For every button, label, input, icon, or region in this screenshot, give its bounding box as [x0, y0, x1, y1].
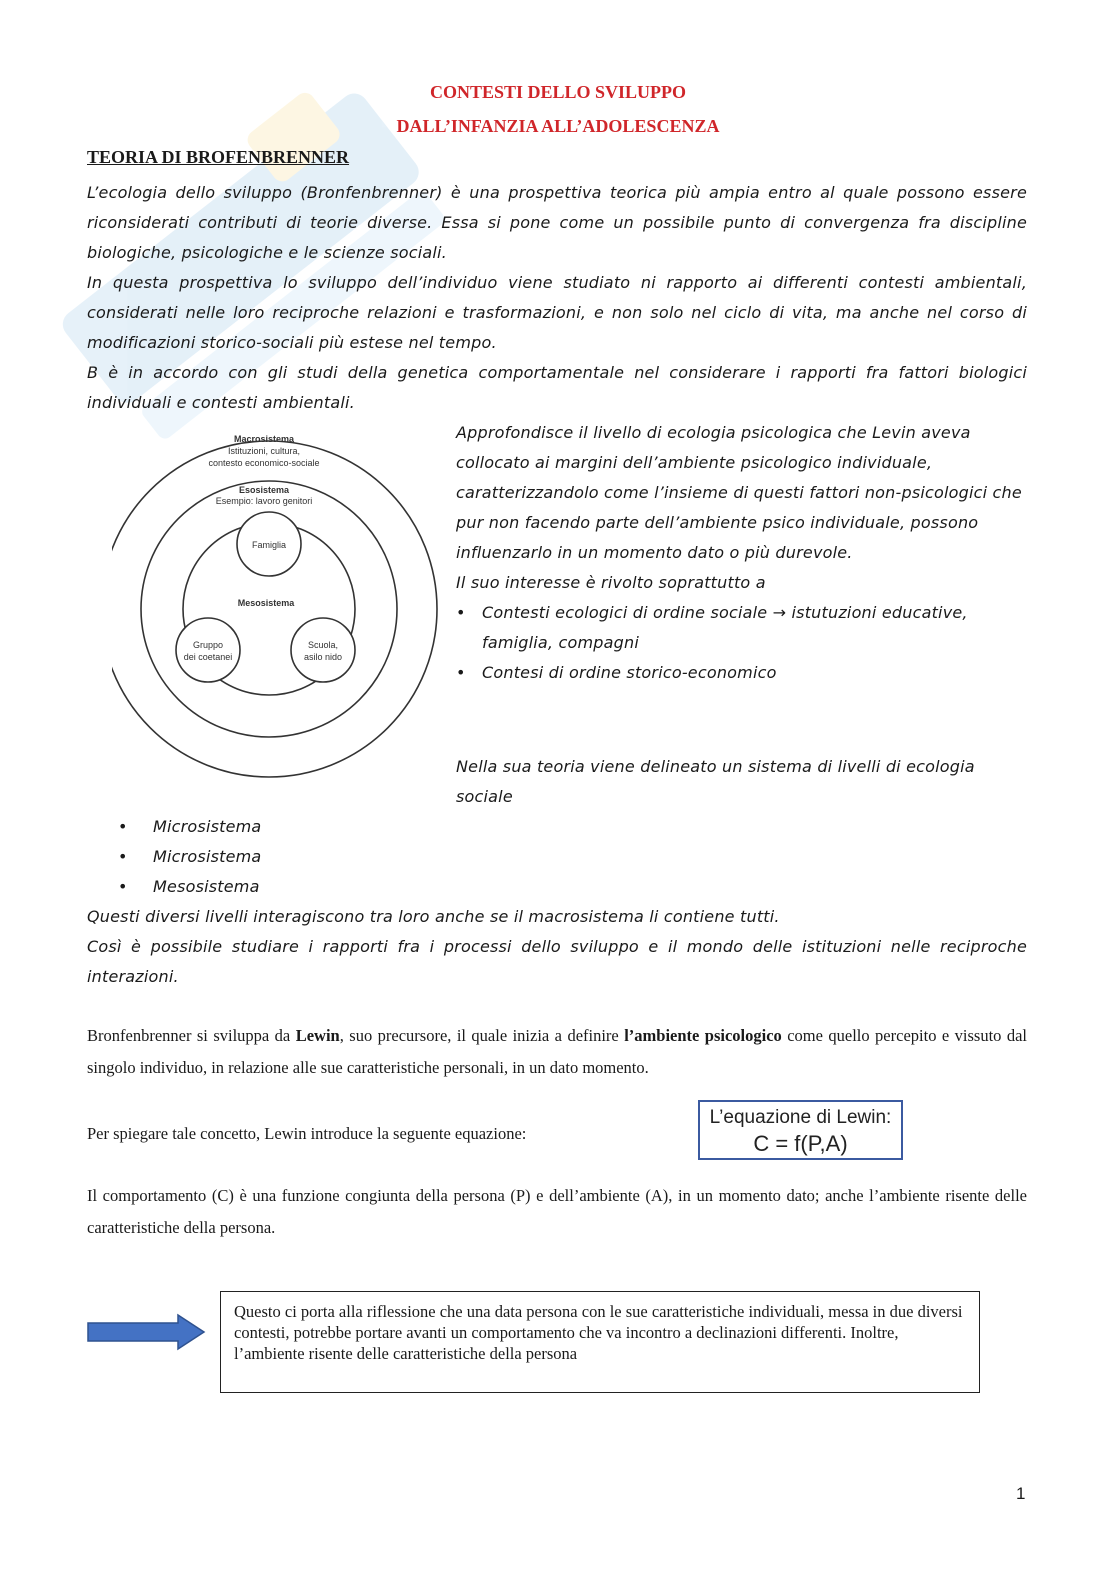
right-arrow-icon: [86, 1313, 208, 1351]
page-number: 1: [1016, 1484, 1026, 1503]
intro-paragraph: In questa prospettiva lo sviluppo dell’individuo viene studiato ni rapporto ai differenti contesti ambientali, considerati nelle loro reciproche relazioni e trasformazioni, e non solo nel ciclo di vita, ma anche nel corso di modificazioni storico-sociali più estese nel tempo.: [87, 273, 1027, 352]
peer-group-label: Gruppo: [192, 640, 224, 650]
bullet-item: [456, 658, 1028, 688]
bullet-icon: •: [456, 603, 466, 622]
bullet-text: Contesti ecologici di ordine sociale → istutuzioni educative, famiglia, compagni: [482, 603, 968, 652]
level-text: Microsistema: [153, 817, 262, 836]
list-item: [118, 842, 261, 872]
equation-title: L’equazione di Lewin:: [709, 1107, 892, 1128]
lewin-paragraph: [87, 1020, 1027, 1084]
exosystem-label: Esosistema: [238, 485, 290, 495]
text-span: , suo precursore, il quale inizia a definire: [339, 1026, 625, 1045]
bullet-icon: •: [118, 847, 128, 866]
diagram-side-text: [456, 418, 1028, 688]
section-heading: TEORIA DI BROFENBRENNER: [87, 147, 350, 167]
peer-group-label: dei coetanei: [183, 652, 233, 662]
levels-list: [118, 812, 261, 902]
intro-paragraph: L’ecologia dello sviluppo (Bronfenbrenner) è una prospettiva teorica più ampia entro al quale possono essere riconsiderati contributi di teorie diverse. Essa si pone come un possibile punto di convergenza fra discipline biologiche, psicologiche e le scienze sociali.: [87, 183, 1027, 262]
equation-intro: Per spiegare tale concetto, Lewin introduce la seguente equazione:: [87, 1124, 527, 1143]
list-item: [118, 812, 261, 842]
equation-box: [698, 1100, 903, 1160]
ecological-systems-diagram: [112, 422, 440, 784]
level-text: Mesosistema: [153, 877, 260, 896]
school-label: Scuola,: [307, 640, 339, 650]
intro-paragraph: B è in accordo con gli studi della genetica comportamentale nel considerare i rapporti fra fattori biologici individuali e contesti ambientali.: [87, 363, 1027, 412]
conclusion-paragraph: Questi diversi livelli interagiscono tra loro anche se il macrosistema li contiene tutti.: [87, 907, 780, 926]
list-item: [118, 872, 261, 902]
document-title-line2: DALL’INFANZIA ALL’ADOLESCENZA: [396, 116, 720, 136]
document-title-line1: CONTESTI DELLO SVILUPPO: [429, 82, 687, 102]
conclusion-paragraph: Così è possibile studiare i rapporti fra i processi dello sviluppo e il mondo delle istituzioni nelle reciproche interazioni.: [87, 937, 1027, 986]
bullet-icon: •: [118, 877, 128, 896]
macrosystem-label: Macrosistema: [233, 434, 295, 444]
exosystem-desc: Esempio: lavoro genitori: [215, 496, 313, 506]
text-span: come quello percepito e vissuto dal singolo individuo, in relazione alle sue caratteristiche personali, in un dato momento.: [87, 1026, 1027, 1077]
level-text: Microsistema: [153, 847, 262, 866]
bullet-item: [456, 598, 1028, 658]
levels-conclusion: [87, 902, 1027, 992]
mesosystem-label: Mesosistema: [237, 598, 295, 608]
levin-paragraph: Approfondisce il livello di ecologia psicologica che Levin aveva collocato ai margini dell’ambiente psicologico individuale, caratterizzandolo come l’insieme di questi fattori non-psicologici che pur non facendo parte dell’ambiente psico individuale, possono influenzarlo in un momento dato o più durevole.: [456, 423, 1022, 562]
interest-line: Il suo interesse è rivolto soprattutto a: [456, 573, 766, 592]
bullet-icon: •: [456, 663, 466, 682]
macrosystem-desc: contesto economico-sociale: [208, 458, 320, 468]
levels-intro: [456, 752, 1028, 812]
school-label: asilo nido: [303, 652, 343, 662]
bullet-text: Contesi di ordine storico-economico: [482, 663, 777, 682]
macrosystem-desc: Istituzioni, cultura,: [227, 446, 301, 456]
bullet-icon: •: [118, 817, 128, 836]
behavior-paragraph: Il comportamento (C) è una funzione congiunta della persona (P) e dell’ambiente (A), in un momento dato; anche l’ambiente risente delle caratteristiche della persona.: [87, 1186, 1027, 1237]
text-span: Bronfenbrenner si sviluppa da: [87, 1026, 296, 1045]
levels-intro-text: Nella sua teoria viene delineato un sistema di livelli di ecologia sociale: [456, 757, 975, 806]
family-label: Famiglia: [251, 540, 287, 550]
equation-formula: C = f(P,A): [753, 1131, 848, 1156]
school-circle: [291, 618, 355, 682]
intro-text: [87, 178, 1027, 418]
bold-term: Lewin: [295, 1026, 340, 1045]
peer-group-circle: [176, 618, 240, 682]
note-box: Questo ci porta alla riflessione che una data persona con le sue caratteristiche individuali, messa in due diversi contesti, potrebbe portare avanti un comportamento che va incontro a declinazioni differenti. Inoltre, l’ambiente risente delle caratteristiche della persona: [220, 1291, 980, 1393]
bold-term: l’ambiente psicologico: [624, 1026, 782, 1045]
